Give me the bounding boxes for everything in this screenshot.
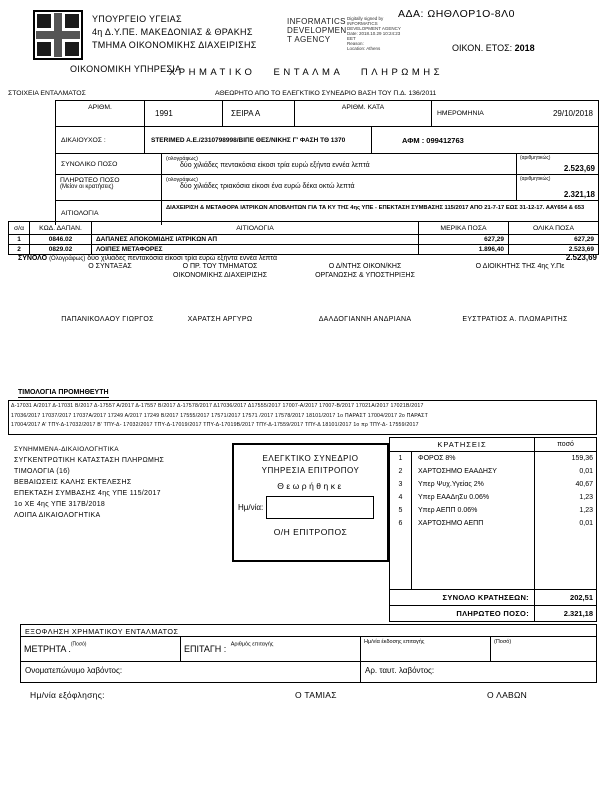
deduction-row xyxy=(390,452,596,465)
deduction-amount: 0,01 xyxy=(534,465,596,478)
deduction-row xyxy=(390,504,596,517)
total-in-words-cell xyxy=(161,154,516,174)
date-value: 29/10/2018 xyxy=(552,109,593,118)
payable-sublabel: (Μείον οι κρατήσεις) xyxy=(60,184,114,190)
recipient-row xyxy=(21,662,596,682)
total-amount-label: ΣΥΝΟΛΙΚΟ ΠΟΣΟ xyxy=(61,160,118,168)
document-title: ΧΡΗΜΑΤΙΚΟ ΕΝΤΑΛΜΑ ΠΛΗΡΩΜΗΣ xyxy=(168,67,444,78)
signatory-name: ΔΑΛΔΟΓΙΑΝΝΗ ΑΝΔΡΙΑΝΑ xyxy=(318,316,412,323)
deduction-amount: 1,23 xyxy=(534,504,596,517)
expense-sn: 2 xyxy=(17,246,21,253)
attachment-item: ΤΙΜΟΛΟΓΙΑ (16) xyxy=(14,468,71,475)
deductions-total-label: ΣΥΝΟΛΟ ΚΡΑΤΗΣΕΩΝ: xyxy=(442,593,529,602)
expense-reason: ΛΟΙΠΕΣ ΜΕΤΑΦΟΡΕΣ xyxy=(91,245,418,254)
ministry-header xyxy=(92,13,257,52)
payable-amount-cell xyxy=(516,175,598,200)
grand-total-line xyxy=(8,253,597,262)
signature-line: Date: 2018.10.29 10:24:23 xyxy=(347,31,401,36)
expense-sn: 1 xyxy=(17,236,21,243)
order-date-cell xyxy=(431,101,598,126)
expense-header-row xyxy=(9,222,598,235)
in-words-label: (ολογράφως) xyxy=(166,156,198,162)
signatory-title-line: ΟΙΚΟΝΟΜΙΚΗΣ ΔΙΑΧΕΙΡΙΣΗΣ xyxy=(172,272,268,279)
expense-code: 0829.02 xyxy=(29,245,91,254)
expense-code: 0846.02 xyxy=(29,235,91,244)
order-number-value: 1991 xyxy=(144,101,222,126)
ada-code xyxy=(398,8,515,20)
attachments-list xyxy=(14,444,164,521)
audit-date-field xyxy=(266,496,374,519)
beneficiary-value: STERIMED A.E./2310798998/ΒΙΠΕ ΘΕΣ/ΝΙΚΗΣ Γ' ΦΑΣΗ ΤΘ 1370 xyxy=(144,127,371,153)
expense-reason: ΔΑΠΑΝΕΣ ΑΠΟΚΟΜΙΔΗΣ ΙΑΤΡΙΚΩΝ ΑΠ xyxy=(91,235,418,244)
commissioner-label: Ο/Η ΕΠΙΤΡΟΠΟΣ xyxy=(273,527,348,537)
signature-line: INFORMATICS xyxy=(347,21,378,26)
recipient-id-label: Αρ. ταυτ. λαβόντος: xyxy=(365,666,435,675)
payable-label: ΠΛΗΡΩΤΕΟ ΠΟΣΟ xyxy=(60,177,120,184)
ministry-line: ΥΠΟΥΡΓΕΙΟ ΥΓΕΙΑΣ xyxy=(92,14,182,24)
series-value: ΣΕΙΡΑ Α xyxy=(222,101,294,126)
signatory-title-line: Ο Δ/ΝΤΗΣ ΟΙΚΟΝ/ΚΗΣ xyxy=(328,263,402,270)
deduction-num: 3 xyxy=(390,478,412,491)
payoff-date-label: Ημ/νία εξόφλησης: xyxy=(30,690,105,700)
ida-stamp xyxy=(287,17,347,44)
in-words-label: (ολογράφως) xyxy=(166,177,198,183)
ida-stamp-line: INFORMATICS xyxy=(287,17,346,26)
ministry-line: ΤΜΗΜΑ ΟΙΚΟΝΟΜΙΚΗΣ ΔΙΑΧΕΙΡΙΣΗΣ xyxy=(92,40,257,50)
settlement-title: ΕΞΟΦΛΗΣΗ ΧΡΗΜΑΤΙΚΟΥ ΕΝΤΑΛΜΑΤΟΣ xyxy=(21,625,596,637)
ada-value: ΩΗΘΛΟΡ1Ο-8Λ0 xyxy=(427,8,515,20)
attachment-item: 1ο ΧΕ 4ης ΥΠΕ 317Β/2018 xyxy=(14,501,106,508)
net-payable-amount: 2.321,18 xyxy=(534,606,596,621)
deduction-num: 2 xyxy=(390,465,412,478)
attachment-item: ΒΕΒΑΙΩΣΕΙΣ ΚΑΛΗΣ ΕΚΤΕΛΕΣΗΣ xyxy=(14,479,132,486)
order-number-row xyxy=(56,101,598,126)
deduction-row xyxy=(390,517,596,530)
greek-cross-logo-graphic xyxy=(33,10,83,60)
reason-label: ΑΙΤΙΟΛΟΓΙΑ xyxy=(61,209,99,217)
deductions-total-amount: 202,51 xyxy=(534,590,596,605)
fiscal-year-label: ΟΙΚΟΝ. ΕΤΟΣ: xyxy=(452,43,513,53)
beneficiary-row xyxy=(56,126,598,153)
cheque-number-sub: Αριθμός επιταγής xyxy=(230,641,274,648)
expense-row xyxy=(9,235,598,245)
ida-stamp-line: DEVELOPMEN xyxy=(287,26,347,35)
audit-date-row xyxy=(234,496,387,519)
col-reason: ΑΙΤΙΟΛΟΓΙΑ xyxy=(91,222,418,234)
invoices-title: ΤΙΜΟΛΟΓΙΑ ΠΡΟΜΗΘΕΥΤΗ xyxy=(18,389,109,396)
deductions-total-row xyxy=(390,589,596,605)
invoice-line: 17004/2017 Α' ΤΠΥ-Δ-17032/2017 Β' ΤΠΥ-Δ- 17032/2017 ΤΠΥ-Δ-17019/2017 ΤΠΥ-Δ-17019Β/2017 ΤΠΥ-Δ-17559/2017 ΤΠΥ-Δ 18101/2017 1ο πρ ΤΠΥ-Δ- 17559/2017 xyxy=(11,422,419,428)
attachment-item: ΣΥΓΚΕΝΤΡΩΤΙΚΗ ΚΑΤΑΣΤΑΣΗ ΠΛΗΡΩΜΗΣ xyxy=(14,457,165,464)
deduction-label: Υπερ Ψυχ.Υγείας 2% xyxy=(418,481,484,488)
settlement-table xyxy=(20,624,597,683)
expense-partial: 627,29 xyxy=(418,235,508,244)
ministry-line: 4η Δ.Υ.ΠΕ. ΜΑΚΕΔΟΝΙΑΣ & ΘΡΑΚΗΣ xyxy=(92,27,253,37)
col-code: ΚΩΔ. ΔΑΠΑΝ. xyxy=(29,222,91,234)
deduction-amount: 0,01 xyxy=(534,517,596,530)
afm-value: ΑΦΜ : 099412763 xyxy=(371,127,598,153)
col-sn: σ/α xyxy=(13,224,24,232)
ada-label: ΑΔΑ: xyxy=(398,8,424,20)
sum-amount: 2.523,69 xyxy=(565,253,597,262)
deductions-header xyxy=(390,438,596,452)
sum-in-words: δύο χιλιάδες πεντακόσια είκοσι τρία ευρώ εξήντα εννέα λεπτά xyxy=(87,255,277,262)
deductions-spacer-cell xyxy=(534,530,596,589)
signatory-title-line: Ο ΔΙΟΙΚΗΤΗΣ ΤΗΣ 4ης Υ.Πε xyxy=(475,263,565,270)
beneficiary-label: ΔΙΚΑΙΟΥΧΟΣ : xyxy=(61,136,106,144)
greek-cross-logo xyxy=(33,10,83,60)
attachment-item: ΛΟΙΠΑ ΔΙΚΑΙΟΛΟΓΗΤΙΚΑ xyxy=(14,512,101,519)
finance-service-label: ΟΙΚΟΝΟΜΙΚΗ ΥΠΗΡΕΣΙΑ xyxy=(70,64,182,74)
date-label: ΗΜΕΡΟΜΗΝΙΑ xyxy=(437,110,484,117)
payable-label-cell xyxy=(56,175,161,200)
reason-text: ΔΙΑΧΕΙΡΙΣΗ & ΜΕΤΑΦΟΡΑ ΙΑΤΡΙΚΩΝ ΑΠΟΒΛΗΤΩΝ ΓΙΑ ΤΑ ΚΥ ΤΗΣ 4ης ΥΠΕ - ΕΠΕΚΤΑΣΗ ΣΥΜΒΑΣΗΣ 115/2017 ΑΠΟ 21-7-17 ΕΩΣ 31-12-17. ΑΑΥ654 & 653 xyxy=(161,201,598,225)
total-amount-cell xyxy=(516,154,598,174)
commissioner-service: ΥΠΗΡΕΣΙΑ ΕΠΙΤΡΟΠΟΥ xyxy=(261,466,360,475)
signatory-title xyxy=(290,262,440,280)
signatory-name: ΕΥΣΤΡΑΤΙΟΣ Α. ΠΛΩΜΑΡΙΤΗΣ xyxy=(462,316,568,323)
expense-table xyxy=(8,221,599,255)
deductions-amount-header: ποσό xyxy=(534,438,596,451)
approved-label: Θεωρήθηκε xyxy=(277,481,344,491)
payable-in-words: δύο χιλιάδες τριακόσια είκοσι ένα ευρώ δέκα οκτώ λεπτά xyxy=(180,183,355,190)
deduction-num: 1 xyxy=(390,452,412,465)
signatory-title-line: Ο ΣΥΝΤΑΞΑΣ xyxy=(88,263,132,270)
settlement-method-row xyxy=(21,637,596,662)
deduction-amount: 159,36 xyxy=(534,452,596,465)
signatory-title-line: ΟΡΓΑΝΩΣΗΣ & ΥΠΟΣΤΗΡΙΞΗΣ xyxy=(315,272,415,279)
signatory-title-line: Ο ΠΡ. ΤΟΥ ΤΜΗΜΑΤΟΣ xyxy=(182,263,258,270)
sum-label: ΣΥΝΟΛΟ xyxy=(18,255,48,262)
deduction-row xyxy=(390,478,596,491)
invoices-box xyxy=(8,400,597,435)
invoice-line: Δ-17031 Α/2017 Δ-17031 Β/2017 Δ-17557 Α/2017 Δ-17557 Β/2017 Δ-17578/2017 Δ17036/2017 Δ17555/2017 17007-Α/2017 17007-Β/2017 17021Α/2017 17021Β/2017 xyxy=(11,403,424,409)
order-table xyxy=(55,100,599,225)
expense-partial: 1.896,40 xyxy=(418,245,508,254)
signature-line: Location: Athens xyxy=(347,46,381,51)
deduction-amount: 40,67 xyxy=(534,478,596,491)
signature-line: Reason: xyxy=(347,41,364,46)
total-amount-row xyxy=(56,153,598,174)
cash-label: ΜΕΤΡΗΤΑ . xyxy=(24,644,71,654)
signatory-name: ΠΑΠΑΝΙΚΟΛΑΟΥ ΓΙΩΡΓΟΣ xyxy=(61,316,154,323)
unaudited-note: ΑΘΕΩΡΗΤΟ ΑΠΟ ΤΟ ΕΛΕΓΚΤΙΚΟ ΣΥΝΕΔΡΙΟ ΒΑΣΗ ΤΟΥ Π.Δ. 136/2011 xyxy=(215,90,437,97)
signature-line: EET xyxy=(347,36,356,41)
audit-court-title: ΕΛΕΓΚΤΙΚΟ ΣΥΝΕΔΡΙΟ xyxy=(262,454,359,463)
fiscal-year xyxy=(452,43,535,53)
cheque-date-cell: Ημ/νία έκδοσης επιταγής xyxy=(361,637,491,661)
signature-line: DEVELOPMENT AGENCY xyxy=(347,26,401,31)
deduction-label: Υπερ ΑΕΠΠ 0.06% xyxy=(418,507,478,514)
deductions-spacer xyxy=(390,530,596,589)
sum-words-label: (Ολογράφως) xyxy=(49,256,86,262)
fiscal-year-value: 2018 xyxy=(514,43,535,53)
deduction-label: ΧΑΡΤΟΣΗΜΟ ΑΕΠΠ xyxy=(418,520,484,527)
deductions-spacer-cell xyxy=(412,530,534,589)
kata-number-label: ΑΡΙΘΜ. ΚΑΤΑ xyxy=(294,101,431,126)
signature-line: Digitally signed by xyxy=(347,16,384,21)
col-total: ΟΛΙΚΑ ΠΟΣΑ xyxy=(508,222,598,234)
order-number-label: ΑΡΙΘΜ. xyxy=(88,104,112,111)
cheque-amount-cell: (Ποσό) xyxy=(494,639,512,645)
in-digits-label: (αριθμητικώς) xyxy=(520,155,551,161)
payable-amount-value: 2.321,18 xyxy=(563,190,595,199)
total-amount-value: 2.523,69 xyxy=(563,164,595,173)
cash-amount-sub: (Ποσό) xyxy=(70,641,87,648)
payable-amount-row xyxy=(56,174,598,200)
deduction-num: 6 xyxy=(390,517,412,530)
deduction-amount: 1,23 xyxy=(534,491,596,504)
deductions-spacer-cell xyxy=(390,530,412,589)
deduction-label: ΧΑΡΤΟΣΗΜΟ ΕΑΑΔΗΣΥ xyxy=(418,468,497,475)
attachments-header: ΣΥΝΗΜΜΕΝΑ-ΔΙΚΑΙΟΛΟΓΗΤΙΚΑ xyxy=(14,446,119,453)
deductions-table xyxy=(389,437,597,622)
expense-total: 2.523,69 xyxy=(508,245,598,254)
in-digits-label: (αριθμητικώς) xyxy=(520,176,551,182)
ida-stamp-line: T AGENCY xyxy=(287,35,331,44)
col-partial: ΜΕΡΙΚΑ ΠΟΣΑ xyxy=(418,222,508,234)
cashier-label: Ο ΤΑΜΙΑΣ xyxy=(295,690,337,700)
attachment-item: ΕΠΕΚΤΑΣΗ ΣΥΜΒΑΣΗΣ 4ης ΥΠΕ 115/2017 xyxy=(14,490,161,497)
cheque-cell xyxy=(181,637,361,661)
deduction-row xyxy=(390,465,596,478)
cash-cell xyxy=(21,637,181,661)
signatory-title xyxy=(150,262,290,280)
total-in-words: δύο χιλιάδες πεντακόσια είκοσι τρία ευρώ εξήντα εννέα λεπτά xyxy=(180,162,370,169)
deduction-num: 4 xyxy=(390,491,412,504)
net-payable-label: ΠΛΗΡΩΤΕΟ ΠΟΣΟ: xyxy=(456,609,529,618)
receiver-label: Ο ΛΑΒΩΝ xyxy=(487,690,528,700)
cheque-label: ΕΠΙΤΑΓΗ : xyxy=(184,644,227,654)
net-payable-row xyxy=(390,605,596,621)
deduction-row xyxy=(390,491,596,504)
audit-court-box xyxy=(232,443,389,562)
recipient-name-label: Ονοματεπώνυμο λαβόντος: xyxy=(21,662,361,682)
payable-in-words-cell xyxy=(161,175,516,200)
digital-signature-block xyxy=(347,16,401,51)
deduction-label: Υπερ ΕΑΑΔηΣυ 0.06% xyxy=(418,494,490,501)
deduction-num: 5 xyxy=(390,504,412,517)
order-details-label: ΣΤΟΙΧΕΙΑ ΕΝΤΑΛΜΑΤΟΣ xyxy=(8,90,86,97)
audit-date-label: Ημ/νία: xyxy=(238,503,264,512)
signatory-title xyxy=(440,262,600,271)
deductions-title: ΚΡΑΤΗΣΕΙΣ xyxy=(437,440,487,449)
signatory-name: ΧΑΡΑΤΣΗ ΑΡΓΥΡΩ xyxy=(187,316,253,323)
invoice-line: 17036/2017 17037/2017 17037Α/2017 17249 Α/2017 17249 Β/2017 17555/2017 17571/2017 17571 /2017 17578/2017 18101/2017 1ο ΠΑΡΑΣΤ 17004/2017 2ο ΠΑΡΑΣΤ xyxy=(11,412,428,419)
expense-total: 627,29 xyxy=(508,235,598,244)
deduction-label: ΦΟΡΟΣ 8% xyxy=(418,455,456,462)
signatory-title xyxy=(55,262,165,271)
